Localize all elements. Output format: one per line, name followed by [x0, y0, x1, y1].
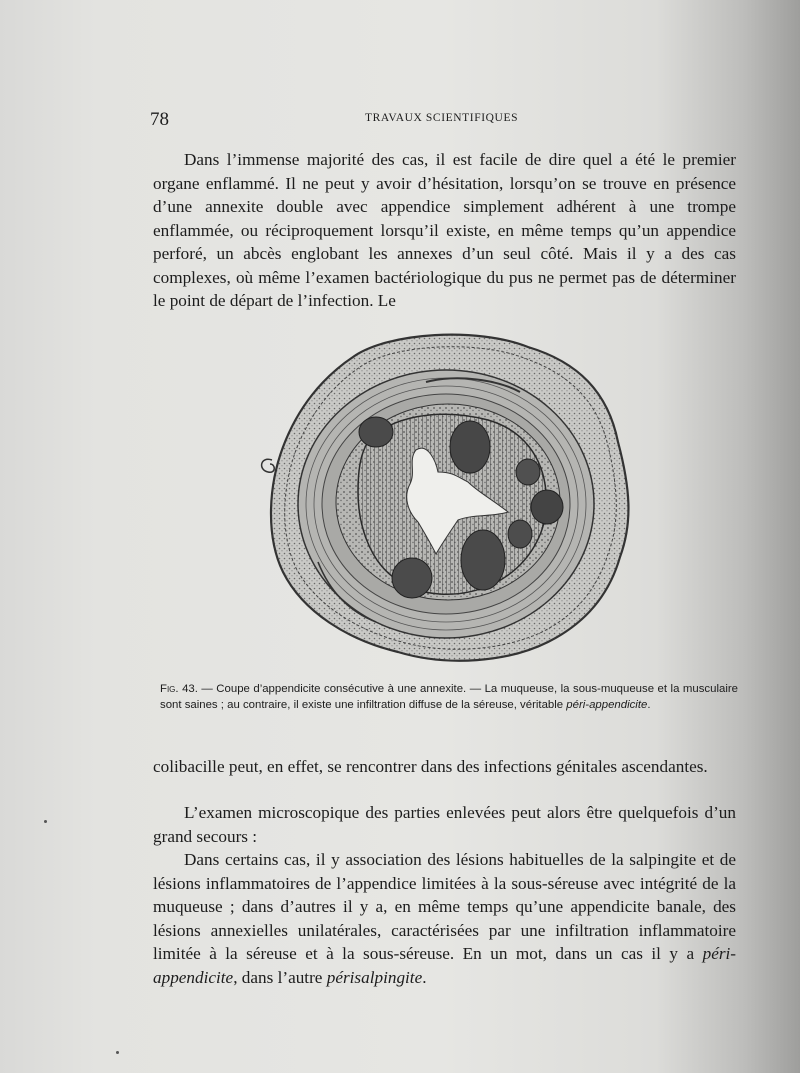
figure-caption-term: péri-appendicite: [566, 698, 648, 711]
paper-speck: [44, 820, 47, 823]
figure-caption-end: .: [647, 698, 651, 711]
body-paragraph-3: [153, 848, 736, 989]
page-number: 78: [150, 109, 169, 130]
running-head: TRAVAUX SCIENTIFIQUES: [365, 112, 519, 124]
body-paragraph-1-continued: colibacille peut, en effet, se rencontrer dans des infections génitales ascendantes.: [153, 757, 708, 776]
body-paragraph-2: L’examen microscopique des parties enlevées peut alors être quelquefois d’un grand secours :: [153, 803, 736, 846]
page-header: [0, 106, 800, 136]
appendix-cross-section-figure: [258, 322, 638, 672]
figure-label: Fig. 43.: [160, 683, 198, 695]
paper-speck: [116, 1051, 119, 1054]
paragraph-3-end: .: [422, 967, 427, 987]
figure-caption: [160, 682, 738, 713]
body-paragraph-1: Dans l’immense majorité des cas, il est facile de dire quel a été le premier organe enflammé. Il ne peut y avoir d’hésitation, lorsqu’on se trouve en présence d’une annexite double avec appendice simplement adhérent à une trompe enflammée, ou réciproquement lorsqu’il existe, en même temps qu’un appendice perforé, un abcès englobant les annexes d’un seul côté. Mais il y a des cas complexes, où même l’examen bactériologique du pus ne permet pas de déterminer le point de départ de l’infection. Le: [153, 150, 736, 310]
appendix-cross-section-drawing: [258, 322, 638, 672]
paragraph-3-term-1: péri-appendicite: [153, 944, 737, 987]
paragraph-3-middle: , dans l’autre: [233, 967, 323, 987]
paragraph-3-term-2: périsalpingite: [326, 967, 423, 987]
figure-caption-text: — Coupe d’appendicite consécutive à une annexite. — La muqueuse, la sous-muqueuse et la musculaire sont saines ; au contraire, il existe une infiltration diffuse de la séreuse, véritable: [160, 683, 738, 711]
paragraph-3-start: Dans certains cas, il y association des lésions habituelles de la salpingite et de lésions inflammatoires de l’appendice limitées à la sous-séreuse avec intégrité de la muqueuse ; dans d’autres il y a, en même temps qu’une appendicite banale, des lésions annexielles unilatérales, caractérisées par une infiltration inflammatoire limitée à la séreuse et à la sous-séreuse. En un mot, dans un cas il y a: [153, 850, 736, 963]
